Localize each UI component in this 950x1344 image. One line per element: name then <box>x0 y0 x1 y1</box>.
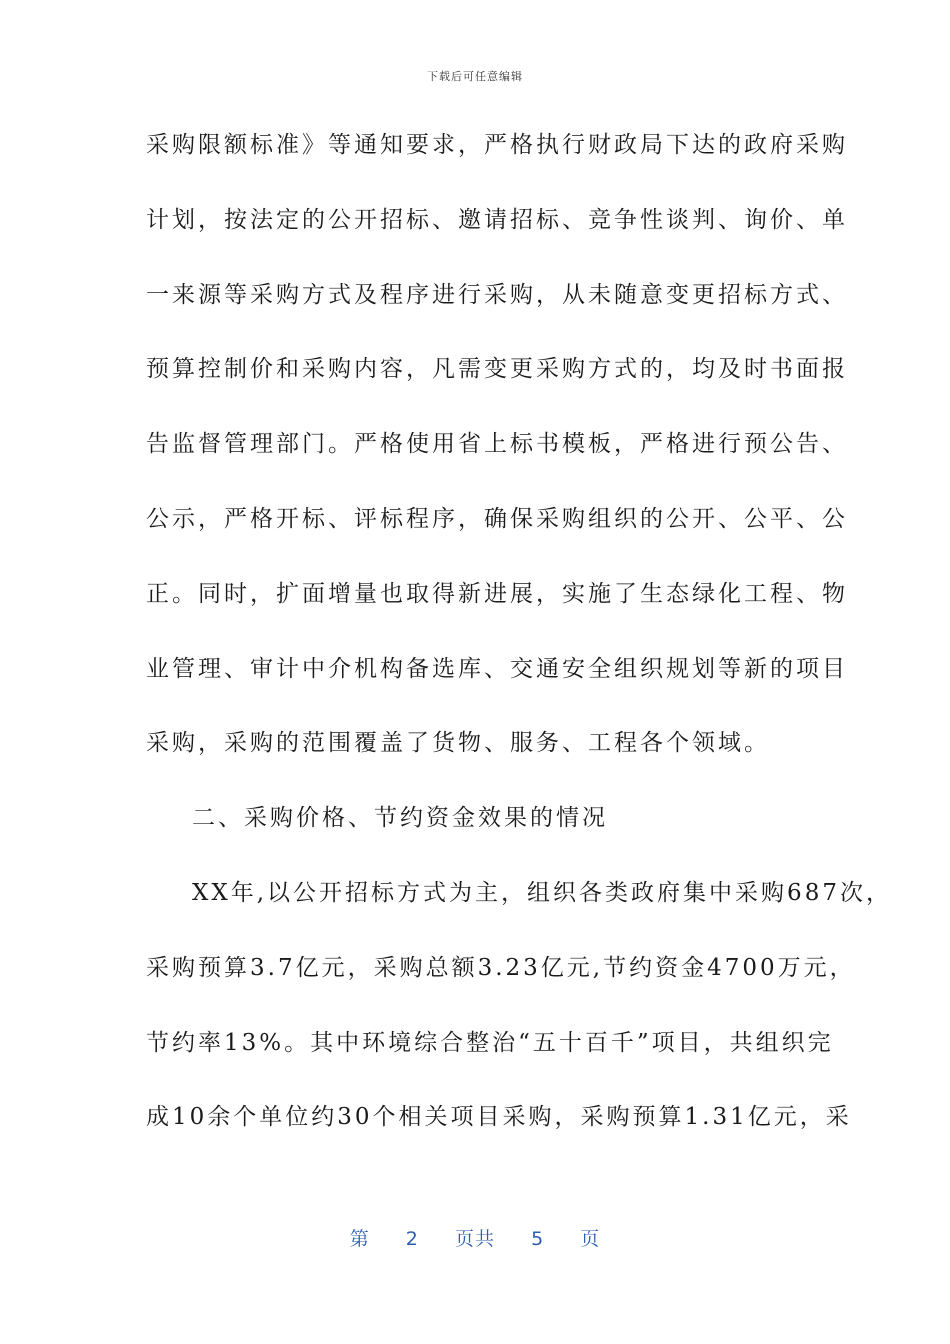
paragraph-line: 告监督管理部门。严格使用省上标书模板，严格进行预公告、 <box>146 431 848 458</box>
paragraph-line: 一来源等采购方式及程序进行采购，从未随意变更招标方式、 <box>146 281 848 308</box>
paragraph-line: 成10余个单位约30个相关项目采购，采购预算1.31亿元，采 <box>146 1104 852 1131</box>
paragraph-line: 公示，严格开标、评标程序，确保采购组织的公开、公平、公 <box>146 505 848 532</box>
document-body <box>146 122 892 1169</box>
paragraph-line: 采购限额标准》等通知要求，严格执行财政局下达的政府采购 <box>146 132 848 158</box>
paragraph-line: 节约率13%。其中环境综合整治“五十百千”项目，共组织完 <box>146 1029 834 1056</box>
paragraph-line: 正。同时，扩面增量也取得新进展，实施了生态绿化工程、物 <box>146 580 848 607</box>
paragraph-line: 业管理、审计中介机构备选库、交通安全组织规划等新的项目 <box>146 655 848 682</box>
paragraph-line: 采购预算3.7亿元，采购总额3.23亿元,节约资金4700万元， <box>146 954 856 981</box>
page-number-footer <box>0 1224 950 1251</box>
paragraph-line: 采购，采购的范围覆盖了货物、服务、工程各个领域。 <box>146 730 770 757</box>
page-middle: 页共 <box>454 1228 495 1250</box>
header-note: 下载后可任意编辑 <box>427 70 523 83</box>
page-current: 2 <box>405 1228 419 1250</box>
page-total: 5 <box>531 1228 545 1250</box>
page-prefix: 第 <box>349 1228 370 1250</box>
paragraph-line: 计划，按法定的公开招标、邀请招标、竞争性谈判、询价、单 <box>146 206 848 233</box>
page-suffix: 页 <box>580 1228 601 1250</box>
paragraph-line: XX年,以公开招标方式为主，组织各类政府集中采购687次， <box>192 879 892 906</box>
section-heading: 二、采购价格、节约资金效果的情况 <box>192 805 608 832</box>
paragraph-line: 预算控制价和采购内容，凡需变更采购方式的，均及时书面报 <box>146 356 848 383</box>
